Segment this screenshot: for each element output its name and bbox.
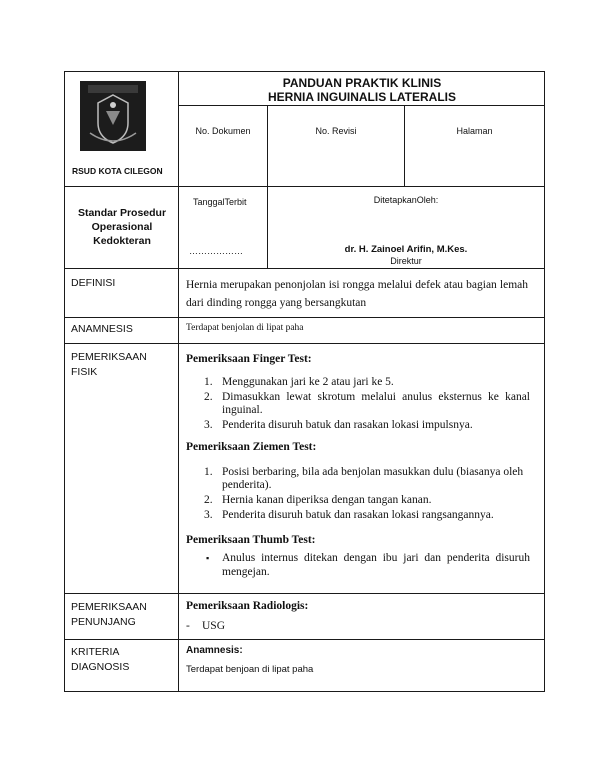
kriteria-label-line1: KRITERIA <box>71 646 120 658</box>
definisi-text: Hernia merupakan penonjolan isi rongga melalui defek atau bagian lemah dari dinding rongga yang bersangkutan <box>186 279 528 309</box>
table-border-left <box>64 71 65 692</box>
finger-test-list <box>186 375 530 433</box>
kriteria-label-line2: DIAGNOSIS <box>71 661 130 673</box>
thumb-test-title: Pemeriksaan Thumb Test: <box>186 534 316 546</box>
penunjang-label-line2: PENUNJANG <box>71 616 136 628</box>
halaman-label: Halaman <box>456 126 493 136</box>
list-item: ▪ Anulus internus ditekan dengan ibu jari dan penderita disuruh mengejan. <box>206 552 530 578</box>
sop-label: Standar Prosedur Operasional Kedokteran <box>77 207 167 247</box>
list-item: 2. Hernia kanan diperiksa dengan tangan kanan. <box>204 494 432 506</box>
label-column-divider <box>178 71 179 692</box>
document-title-line1: PANDUAN PRAKTIK KLINIS <box>282 76 442 90</box>
tanggal-terbit-value: ……………… <box>189 246 243 256</box>
thumb-test-list <box>186 551 530 579</box>
anamnesis-label: ANAMNESIS <box>71 323 133 335</box>
anamnesis-text: Terdapat benjolan di lipat paha <box>186 323 304 333</box>
finger-test-title: Pemeriksaan Finger Test: <box>186 353 312 365</box>
table-border-top <box>64 71 545 72</box>
anamnesis-bottom-line <box>64 343 545 344</box>
list-item: 1. Posisi berbaring, bila ada benjolan masukkan dulu (biasanya oleh penderita). <box>204 466 524 491</box>
doc-row-bottom-line <box>64 186 545 187</box>
emblem-icon <box>80 81 146 151</box>
rsud-cilegon-logo <box>80 81 146 151</box>
revisi-divider <box>404 105 405 186</box>
definisi-bottom-line <box>64 317 545 318</box>
ziemen-test-title: Pemeriksaan Ziemen Test: <box>186 441 317 453</box>
table-border-right <box>544 71 545 692</box>
definisi-label: DEFINISI <box>71 277 116 289</box>
title-bottom-line <box>178 105 545 106</box>
fisik-bottom-line <box>64 593 545 594</box>
list-item: 3. Penderita disuruh batuk dan rasakan lokasi impulsnya. <box>204 419 473 431</box>
penunjang-bottom-line <box>64 639 545 640</box>
fisik-label-line1: PEMERIKSAAN <box>71 351 147 363</box>
list-item: 2. Dimasukkan lewat skrotum melalui anulus eksternus ke kanal inguinal. <box>204 391 530 416</box>
header-bottom-line <box>64 268 545 269</box>
kriteria-anamnesis-title: Anamnesis: <box>186 645 243 656</box>
radiologis-title: Pemeriksaan Radiologis: <box>186 600 309 612</box>
document-title-line2: HERNIA INGUINALIS LATERALIS <box>268 90 456 104</box>
ziemen-test-list <box>186 466 530 523</box>
tanggal-terbit-label: TanggalTerbit <box>193 197 247 207</box>
penunjang-label-line1: PEMERIKSAAN <box>71 601 147 613</box>
list-item: 3. Penderita disuruh batuk dan rasakan lokasi rangsangannya. <box>204 509 494 521</box>
radiologis-item: USG <box>202 620 226 632</box>
ditetapkan-label: DitetapkanOleh: <box>373 195 439 205</box>
table-border-bottom <box>64 691 545 692</box>
signer-name: dr. H. Zainoel Arifin, M.Kes. <box>344 244 468 255</box>
radiologis-marker: - <box>186 620 190 632</box>
no-revisi-label: No. Revisi <box>315 126 357 136</box>
signer-role: Direktur <box>390 256 422 266</box>
kriteria-anamnesis-text: Terdapat benjoan di lipat paha <box>186 664 314 675</box>
no-dokumen-label: No. Dokumen <box>195 126 251 136</box>
hospital-name: RSUD KOTA CILEGON <box>72 166 163 176</box>
fisik-label-line2: FISIK <box>71 366 98 378</box>
list-item: 1. Menggunakan jari ke 2 atau jari ke 5. <box>204 376 394 388</box>
